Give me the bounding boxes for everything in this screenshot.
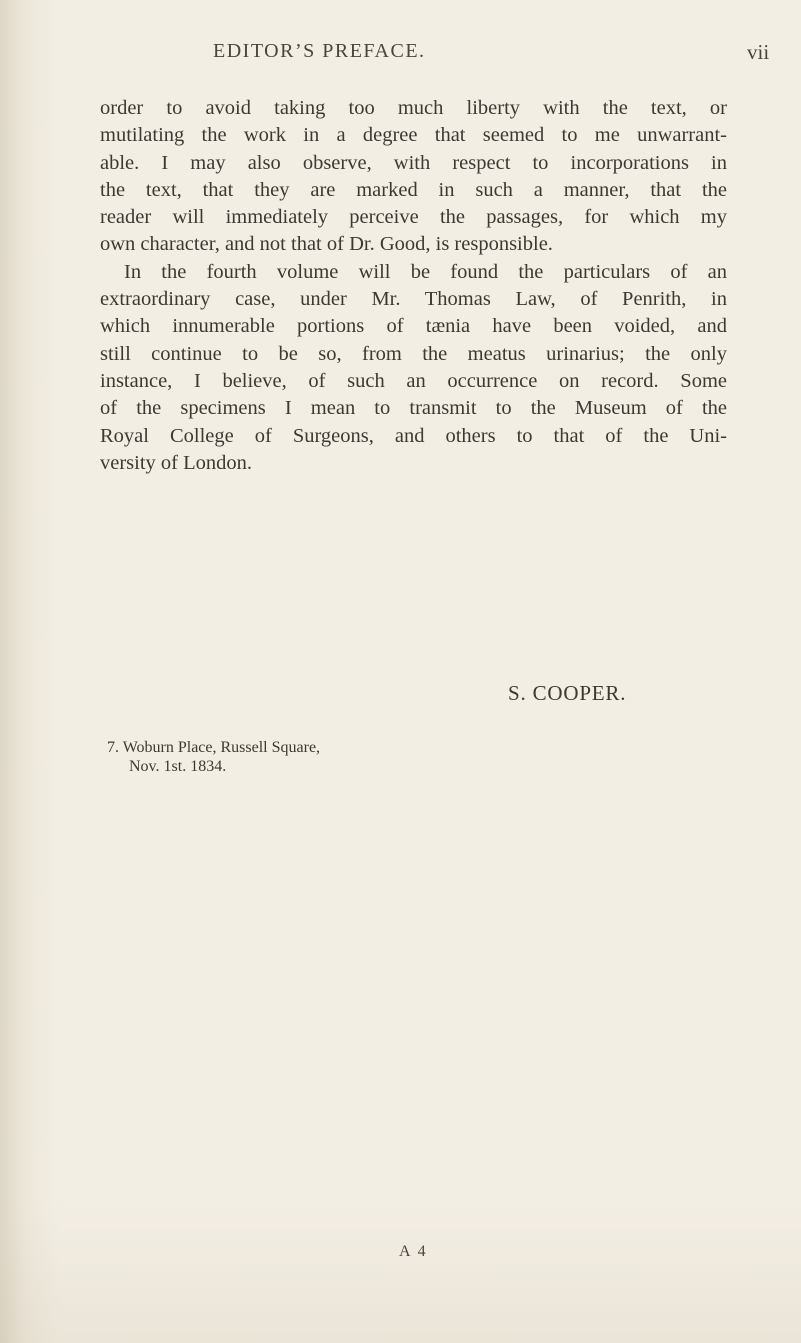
- body-text: [100, 95, 727, 477]
- text-line: able. I may also observe, with respect to incorporations in: [100, 151, 727, 174]
- text-line: own character, and not that of Dr. Good, is responsible.: [100, 233, 553, 256]
- text-line: reader will immediately perceive the passages, for which my: [100, 206, 727, 229]
- text-line: of the specimens I mean to transmit to the Museum of the: [100, 397, 727, 420]
- text-line: Royal College of Surgeons, and others to that of the Uni-: [100, 424, 727, 447]
- text-line: instance, I believe, of such an occurrence on record. Some: [100, 369, 727, 392]
- date-line: Nov. 1st. 1834.: [129, 758, 227, 775]
- text-line: still continue to be so, from the meatus urinarius; the only: [100, 342, 727, 365]
- address-line: 7. Woburn Place, Russell Square,: [107, 739, 321, 756]
- author-signature: S. COOPER.: [508, 681, 627, 705]
- page-number: vii: [747, 40, 770, 64]
- text-line: extraordinary case, under Mr. Thomas Law, of Penrith, in: [100, 288, 727, 311]
- text-line: mutilating the work in a degree that seemed to me unwarrant-: [100, 124, 727, 147]
- text-line: order to avoid taking too much liberty with the text, or: [100, 97, 727, 119]
- text-line: the text, that they are marked in such a manner, that the: [100, 178, 727, 201]
- text-line: versity of London.: [100, 451, 253, 474]
- text-line: which innumerable portions of tænia have been voided, and: [100, 315, 727, 338]
- address-block: [107, 738, 320, 776]
- printer-signature-mark: A 4: [399, 1243, 428, 1260]
- running-head: EDITOR’S PREFACE.: [213, 40, 426, 62]
- text-line: In the fourth volume will be found the particulars of an: [124, 260, 727, 283]
